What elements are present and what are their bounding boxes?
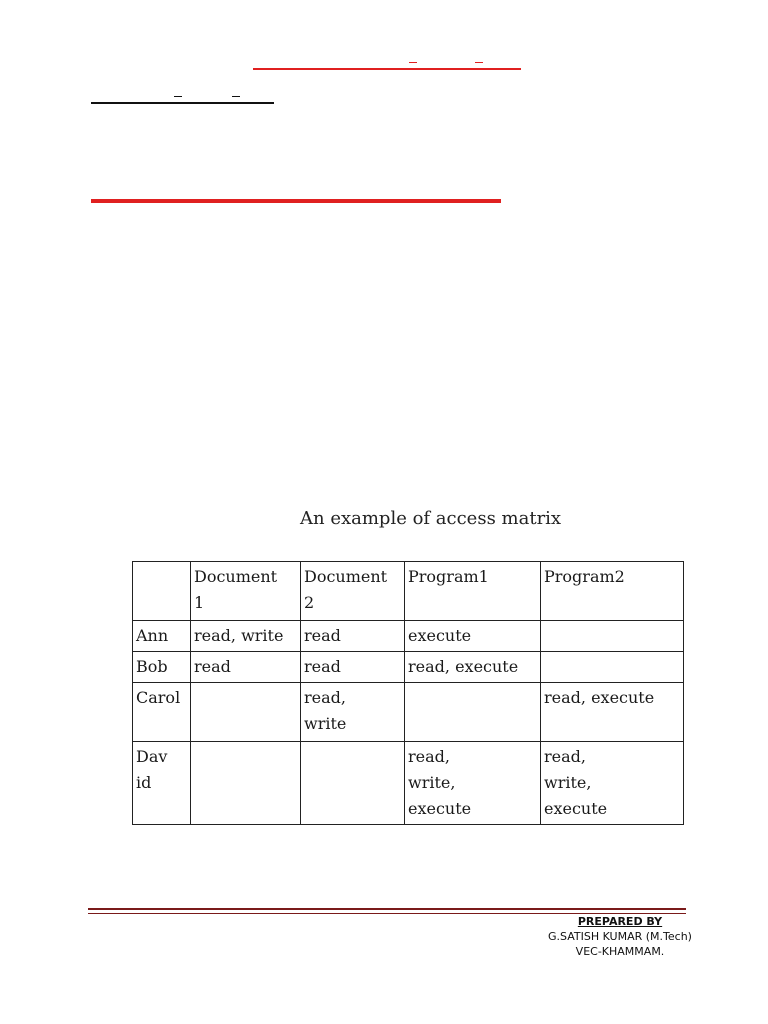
heading-underscore-mark [475,62,483,63]
header-cell-document1 [191,562,301,621]
table-header-row [133,562,684,621]
subject-name: Carol [136,688,181,707]
red-heading-underline [253,68,521,70]
right-text: read [304,626,341,645]
right-text: read, write [304,688,347,733]
right-text: execute [408,626,472,645]
subject-cell [133,683,191,742]
header-cell-text: Document 2 [304,567,388,612]
heading-underscore-mark [409,62,417,63]
right-text: read, write, execute [408,747,472,818]
right-cell [301,742,405,825]
header-cell-corner [133,562,191,621]
prepared-by-label: PREPARED BY [577,915,663,928]
table-row [133,621,684,652]
figure-caption: An example of access matrix [300,508,562,529]
right-text: read, write, execute [544,747,608,818]
right-cell [405,742,541,825]
header-cell-program2 [541,562,684,621]
right-cell [541,652,684,683]
right-cell [405,652,541,683]
prepared-by-block [520,914,720,959]
subject-name: Ann [136,626,169,645]
subject-cell [133,742,191,825]
table-row [133,652,684,683]
right-text: read, write [194,626,284,645]
footer-rule [88,908,686,910]
table-row [133,683,684,742]
right-cell [191,683,301,742]
right-text: read, execute [544,688,655,707]
right-cell [405,683,541,742]
subject-cell [133,652,191,683]
subheading-underscore-mark [232,96,240,97]
right-text: read [194,657,231,676]
right-cell [301,652,405,683]
right-cell [405,621,541,652]
right-cell [301,683,405,742]
header-cell-document2 [301,562,405,621]
subheading-underscore-mark [174,96,182,97]
right-cell [191,621,301,652]
black-heading-underline [91,102,274,104]
subject-name: Bob [136,657,168,676]
right-text: read, execute [408,657,519,676]
subject-name: Dav id [136,747,168,792]
author-name: G.SATISH KUMAR (M.Tech) [548,930,692,943]
right-cell [301,621,405,652]
right-cell [541,621,684,652]
table-row [133,742,684,825]
access-matrix-table [132,561,684,825]
header-cell-text: Document 1 [194,567,278,612]
right-cell [541,742,684,825]
right-text: read [304,657,341,676]
subject-cell [133,621,191,652]
header-cell-text: Program1 [408,567,489,586]
red-section-underline [91,199,501,203]
institution-name: VEC-KHAMMAM. [575,945,665,958]
header-cell-program1 [405,562,541,621]
right-cell [541,683,684,742]
header-cell-text: Program2 [544,567,625,586]
right-cell [191,652,301,683]
right-cell [191,742,301,825]
